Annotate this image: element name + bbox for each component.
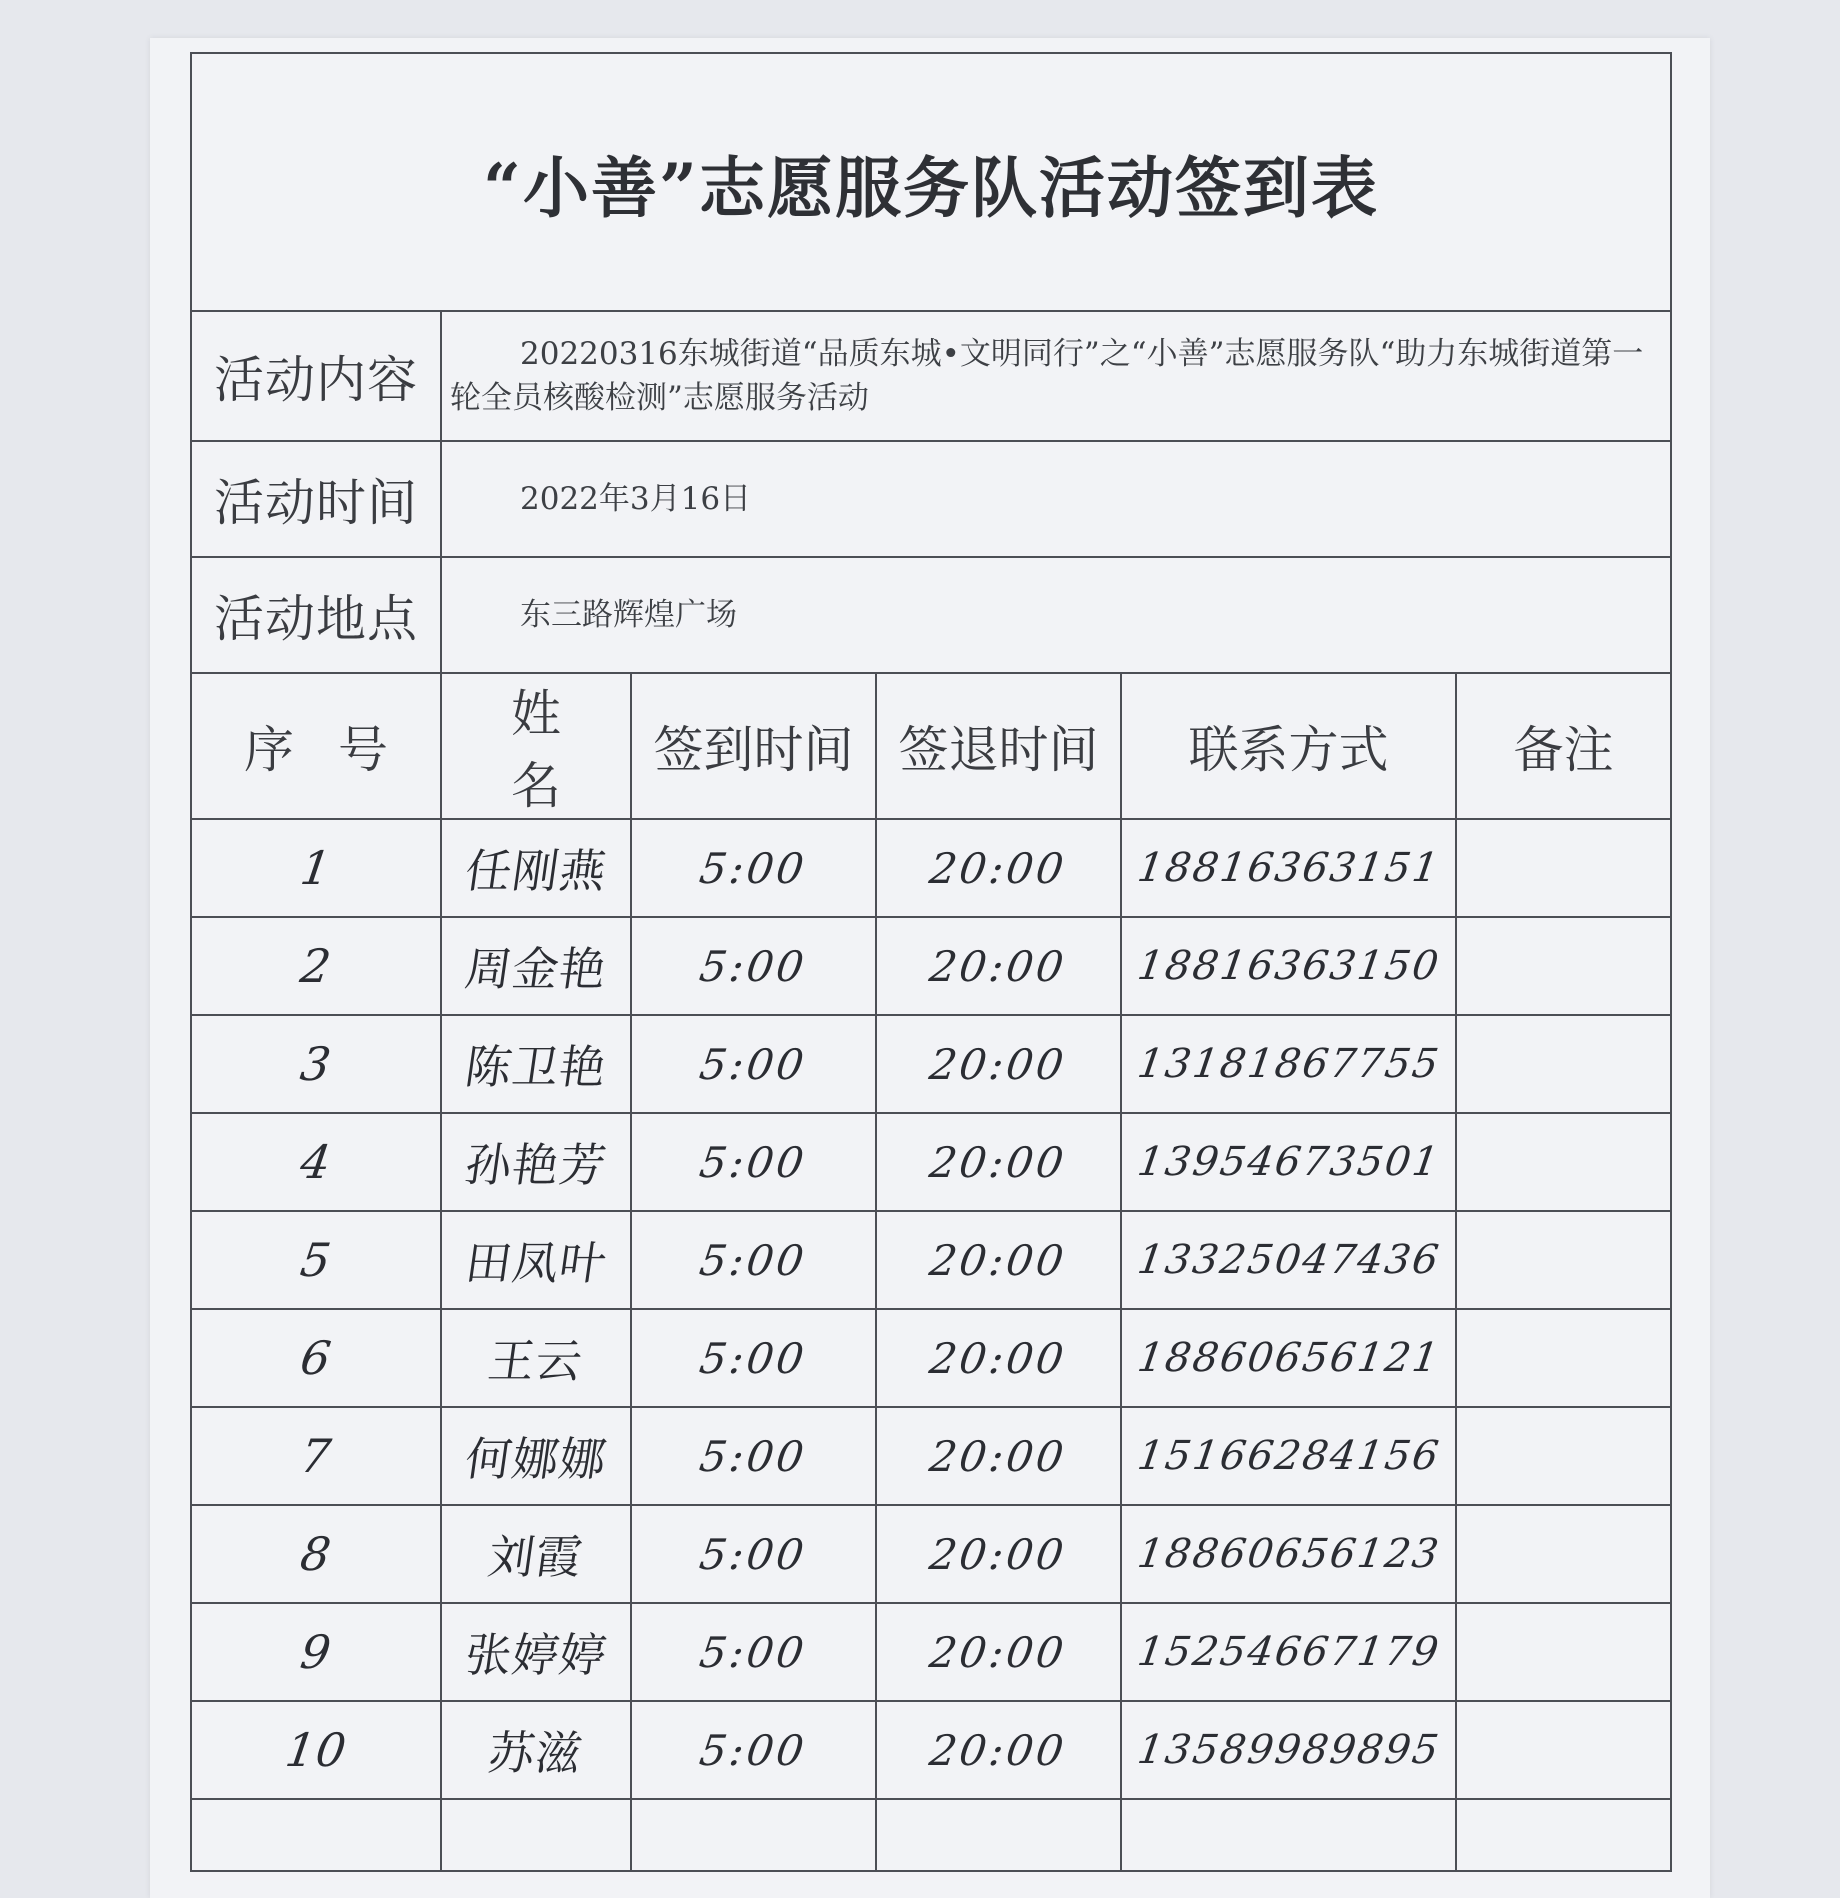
signin-time: 5:00 — [696, 1137, 811, 1187]
signout-time-cell — [876, 1211, 1121, 1309]
signin-time: 5:00 — [696, 1529, 811, 1579]
contact-phone-cell — [1121, 1113, 1456, 1211]
signin-time: 5:00 — [696, 1333, 811, 1383]
row-number-cell — [191, 917, 441, 1015]
signout-time-cell — [876, 1113, 1121, 1211]
blank-cell — [631, 1799, 876, 1871]
table-row — [191, 1309, 1671, 1407]
signer-name: 何娜娜 — [461, 1432, 610, 1486]
row-number-cell — [191, 1407, 441, 1505]
signout-time-cell — [876, 1407, 1121, 1505]
signin-time: 5:00 — [696, 1235, 811, 1285]
remark-cell — [1456, 1505, 1671, 1603]
row-number-cell — [191, 1603, 441, 1701]
signer-name-cell — [441, 917, 631, 1015]
contact-phone: 15166284156 — [1134, 1433, 1443, 1479]
row-number: 8 — [297, 1527, 335, 1581]
header-row — [191, 673, 1671, 819]
signer-name: 陈卫艳 — [461, 1040, 610, 1094]
remark-cell — [1456, 1015, 1671, 1113]
signout-time: 20:00 — [927, 1039, 1070, 1089]
table-row — [191, 1603, 1671, 1701]
signin-time-cell — [631, 1701, 876, 1799]
row-number: 6 — [297, 1331, 335, 1385]
page-title: “小善”志愿服务队活动签到表 — [191, 53, 1671, 311]
signin-time: 5:00 — [696, 1039, 811, 1089]
place-label: 活动地点 — [191, 557, 441, 673]
signout-time-cell — [876, 1701, 1121, 1799]
signer-name: 王云 — [484, 1334, 587, 1388]
signin-time-cell — [631, 1407, 876, 1505]
signin-time: 5:00 — [696, 941, 811, 991]
contact-phone-cell — [1121, 917, 1456, 1015]
table-row — [191, 819, 1671, 917]
signer-name-cell — [441, 1407, 631, 1505]
signer-name-cell — [441, 1309, 631, 1407]
row-number: 1 — [297, 841, 335, 895]
blank-cell — [441, 1799, 631, 1871]
contact-phone: 18860656121 — [1134, 1335, 1443, 1381]
signin-time-cell — [631, 1015, 876, 1113]
blank-cell — [876, 1799, 1121, 1871]
blank-cell — [1456, 1799, 1671, 1871]
row-number-cell — [191, 1701, 441, 1799]
content-value: 20220316东城街道“品质东城•文明同行”之“小善”志愿服务队“助力东城街道第一轮全员核酸检测”志愿服务活动 — [441, 311, 1671, 441]
signer-name-cell — [441, 1505, 631, 1603]
contact-phone: 13589989895 — [1134, 1727, 1443, 1773]
signer-name: 苏滋 — [484, 1726, 587, 1780]
signout-time-cell — [876, 1309, 1121, 1407]
contact-phone-cell — [1121, 1309, 1456, 1407]
blank-cell — [1121, 1799, 1456, 1871]
contact-phone: 15254667179 — [1134, 1629, 1443, 1675]
signer-name-cell — [441, 1603, 631, 1701]
contact-phone-cell — [1121, 1701, 1456, 1799]
signer-name-cell — [441, 819, 631, 917]
signer-name-cell — [441, 1015, 631, 1113]
signer-name: 张婷婷 — [461, 1628, 610, 1682]
table-row — [191, 917, 1671, 1015]
remark-cell — [1456, 1407, 1671, 1505]
signin-time-cell — [631, 1113, 876, 1211]
signout-time: 20:00 — [927, 1137, 1070, 1187]
contact-phone-cell — [1121, 1603, 1456, 1701]
table-row — [191, 1701, 1671, 1799]
signout-time: 20:00 — [927, 1333, 1070, 1383]
row-number-cell — [191, 1309, 441, 1407]
row-number: 10 — [281, 1723, 351, 1777]
signer-name: 刘霞 — [484, 1530, 587, 1584]
header-number: 序号 — [191, 673, 441, 819]
place-value: 东三路辉煌广场 — [441, 557, 1671, 673]
signin-time-cell — [631, 917, 876, 1015]
table-row — [191, 1113, 1671, 1211]
contact-phone: 18816363151 — [1134, 845, 1443, 891]
signer-name-cell — [441, 1211, 631, 1309]
contact-phone: 13954673501 — [1134, 1139, 1443, 1185]
signer-name: 田凤叶 — [461, 1236, 610, 1290]
signer-name: 周金艳 — [461, 942, 610, 996]
contact-phone-cell — [1121, 1407, 1456, 1505]
row-number: 4 — [297, 1135, 335, 1189]
signout-time-cell — [876, 1505, 1121, 1603]
signout-time: 20:00 — [927, 843, 1070, 893]
signout-time-cell — [876, 917, 1121, 1015]
remark-cell — [1456, 1113, 1671, 1211]
signin-time-cell — [631, 1211, 876, 1309]
signout-time-cell — [876, 1015, 1121, 1113]
remark-cell — [1456, 1701, 1671, 1799]
signin-time: 5:00 — [696, 1627, 811, 1677]
header-name: 姓名 — [441, 673, 631, 819]
row-number-cell — [191, 1015, 441, 1113]
signin-time: 5:00 — [696, 1431, 811, 1481]
content-label: 活动内容 — [191, 311, 441, 441]
signin-time-cell — [631, 819, 876, 917]
remark-cell — [1456, 1603, 1671, 1701]
remark-cell — [1456, 1309, 1671, 1407]
blank-cell — [191, 1799, 441, 1871]
table-row — [191, 1505, 1671, 1603]
signin-time-cell — [631, 1505, 876, 1603]
contact-phone-cell — [1121, 1505, 1456, 1603]
contact-phone: 13325047436 — [1134, 1237, 1443, 1283]
time-label: 活动时间 — [191, 441, 441, 557]
remark-cell — [1456, 819, 1671, 917]
signer-name: 孙艳芳 — [461, 1138, 610, 1192]
signout-time: 20:00 — [927, 1431, 1070, 1481]
contact-phone-cell — [1121, 1211, 1456, 1309]
contact-phone-cell — [1121, 819, 1456, 917]
row-number-cell — [191, 819, 441, 917]
signin-time: 5:00 — [696, 843, 811, 893]
contact-phone: 18860656123 — [1134, 1531, 1443, 1577]
contact-phone-cell — [1121, 1015, 1456, 1113]
contact-phone: 13181867755 — [1134, 1041, 1443, 1087]
signer-name-cell — [441, 1701, 631, 1799]
header-signin-time: 签到时间 — [631, 673, 876, 819]
blank-row — [191, 1799, 1671, 1871]
row-number-cell — [191, 1505, 441, 1603]
row-number: 3 — [297, 1037, 335, 1091]
header-contact: 联系方式 — [1121, 673, 1456, 819]
row-number-cell — [191, 1113, 441, 1211]
signout-time: 20:00 — [927, 1725, 1070, 1775]
row-number: 2 — [297, 939, 335, 993]
header-remark: 备注 — [1456, 673, 1671, 819]
remark-cell — [1456, 1211, 1671, 1309]
signout-time: 20:00 — [927, 1529, 1070, 1579]
signer-name: 任刚燕 — [461, 844, 610, 898]
header-signout-time: 签退时间 — [876, 673, 1121, 819]
signout-time: 20:00 — [927, 941, 1070, 991]
signer-name-cell — [441, 1113, 631, 1211]
signin-time-cell — [631, 1603, 876, 1701]
time-value: 2022年3月16日 — [441, 441, 1671, 557]
remark-cell — [1456, 917, 1671, 1015]
signout-time-cell — [876, 1603, 1121, 1701]
contact-phone: 18816363150 — [1134, 943, 1443, 989]
signout-time: 20:00 — [927, 1627, 1070, 1677]
signin-table — [190, 52, 1672, 1872]
row-number: 5 — [297, 1233, 335, 1287]
signin-time-cell — [631, 1309, 876, 1407]
row-number-cell — [191, 1211, 441, 1309]
table-row — [191, 1407, 1671, 1505]
row-number: 7 — [297, 1429, 335, 1483]
row-number: 9 — [297, 1625, 335, 1679]
signout-time: 20:00 — [927, 1235, 1070, 1285]
signout-time-cell — [876, 819, 1121, 917]
table-row — [191, 1015, 1671, 1113]
table-row — [191, 1211, 1671, 1309]
signin-time: 5:00 — [696, 1725, 811, 1775]
